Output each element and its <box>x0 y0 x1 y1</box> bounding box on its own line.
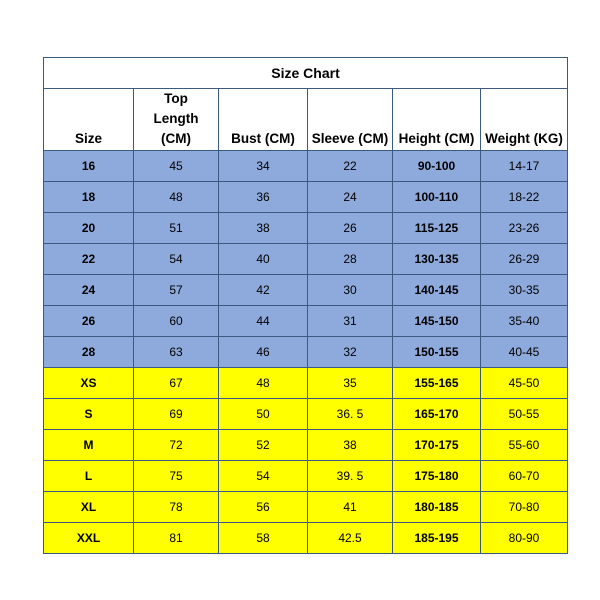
sleeve-cell: 41 <box>308 492 393 523</box>
header-weight: Weight (KG) <box>481 89 568 151</box>
height-cell: 145-150 <box>393 306 481 337</box>
sleeve-cell: 35 <box>308 368 393 399</box>
table-row <box>44 306 568 337</box>
header-top-length <box>134 89 219 151</box>
height-cell: 170-175 <box>393 430 481 461</box>
table-row <box>44 492 568 523</box>
weight-cell: 50-55 <box>481 399 568 430</box>
size-cell: 26 <box>44 306 134 337</box>
weight-cell: 40-45 <box>481 337 568 368</box>
height-cell: 165-170 <box>393 399 481 430</box>
sleeve-cell: 28 <box>308 244 393 275</box>
bust-cell: 58 <box>219 523 308 554</box>
sleeve-cell: 42.5 <box>308 523 393 554</box>
top-length-cell: 69 <box>134 399 219 430</box>
size-cell: 16 <box>44 151 134 182</box>
height-cell: 150-155 <box>393 337 481 368</box>
sleeve-cell: 24 <box>308 182 393 213</box>
size-chart <box>43 57 567 554</box>
size-cell: XS <box>44 368 134 399</box>
weight-cell: 55-60 <box>481 430 568 461</box>
table-row <box>44 461 568 492</box>
top-length-cell: 67 <box>134 368 219 399</box>
sleeve-cell: 22 <box>308 151 393 182</box>
size-cell: 18 <box>44 182 134 213</box>
table-row <box>44 213 568 244</box>
height-cell: 155-165 <box>393 368 481 399</box>
size-cell: M <box>44 430 134 461</box>
height-cell: 100-110 <box>393 182 481 213</box>
size-chart-table <box>43 57 568 554</box>
weight-cell: 30-35 <box>481 275 568 306</box>
size-cell: XXL <box>44 523 134 554</box>
bust-cell: 40 <box>219 244 308 275</box>
bust-cell: 56 <box>219 492 308 523</box>
weight-cell: 70-80 <box>481 492 568 523</box>
top-length-cell: 72 <box>134 430 219 461</box>
table-row <box>44 182 568 213</box>
weight-cell: 80-90 <box>481 523 568 554</box>
header-top-length-label: Top Length (CM) <box>153 91 199 146</box>
top-length-cell: 45 <box>134 151 219 182</box>
size-cell: 22 <box>44 244 134 275</box>
header-sleeve: Sleeve (CM) <box>308 89 393 151</box>
top-length-cell: 78 <box>134 492 219 523</box>
weight-cell: 23-26 <box>481 213 568 244</box>
table-row <box>44 151 568 182</box>
bust-cell: 46 <box>219 337 308 368</box>
top-length-cell: 60 <box>134 306 219 337</box>
size-cell: 28 <box>44 337 134 368</box>
weight-cell: 35-40 <box>481 306 568 337</box>
kids-sizes <box>44 151 568 368</box>
sleeve-cell: 26 <box>308 213 393 244</box>
top-length-cell: 57 <box>134 275 219 306</box>
weight-cell: 18-22 <box>481 182 568 213</box>
bust-cell: 34 <box>219 151 308 182</box>
bust-cell: 48 <box>219 368 308 399</box>
top-length-cell: 75 <box>134 461 219 492</box>
height-cell: 130-135 <box>393 244 481 275</box>
table-row <box>44 337 568 368</box>
sleeve-cell: 36. 5 <box>308 399 393 430</box>
height-cell: 185-195 <box>393 523 481 554</box>
weight-cell: 26-29 <box>481 244 568 275</box>
top-length-cell: 48 <box>134 182 219 213</box>
table-row <box>44 244 568 275</box>
sleeve-cell: 38 <box>308 430 393 461</box>
size-cell: 20 <box>44 213 134 244</box>
header-height: Height (CM) <box>393 89 481 151</box>
bust-cell: 52 <box>219 430 308 461</box>
table-row <box>44 399 568 430</box>
size-cell: 24 <box>44 275 134 306</box>
size-cell: L <box>44 461 134 492</box>
top-length-cell: 51 <box>134 213 219 244</box>
adult-sizes <box>44 368 568 554</box>
sleeve-cell: 39. 5 <box>308 461 393 492</box>
bust-cell: 42 <box>219 275 308 306</box>
height-cell: 115-125 <box>393 213 481 244</box>
bust-cell: 38 <box>219 213 308 244</box>
height-cell: 175-180 <box>393 461 481 492</box>
bust-cell: 54 <box>219 461 308 492</box>
top-length-cell: 54 <box>134 244 219 275</box>
table-row <box>44 523 568 554</box>
weight-cell: 14-17 <box>481 151 568 182</box>
sleeve-cell: 32 <box>308 337 393 368</box>
top-length-cell: 81 <box>134 523 219 554</box>
weight-cell: 45-50 <box>481 368 568 399</box>
height-cell: 140-145 <box>393 275 481 306</box>
height-cell: 180-185 <box>393 492 481 523</box>
sleeve-cell: 31 <box>308 306 393 337</box>
size-cell: XL <box>44 492 134 523</box>
weight-cell: 60-70 <box>481 461 568 492</box>
bust-cell: 50 <box>219 399 308 430</box>
bust-cell: 44 <box>219 306 308 337</box>
table-row <box>44 275 568 306</box>
table-row <box>44 430 568 461</box>
chart-title: Size Chart <box>44 58 568 89</box>
table-row <box>44 368 568 399</box>
top-length-cell: 63 <box>134 337 219 368</box>
height-cell: 90-100 <box>393 151 481 182</box>
sleeve-cell: 30 <box>308 275 393 306</box>
header-size: Size <box>44 89 134 151</box>
header-bust: Bust (CM) <box>219 89 308 151</box>
bust-cell: 36 <box>219 182 308 213</box>
size-cell: S <box>44 399 134 430</box>
